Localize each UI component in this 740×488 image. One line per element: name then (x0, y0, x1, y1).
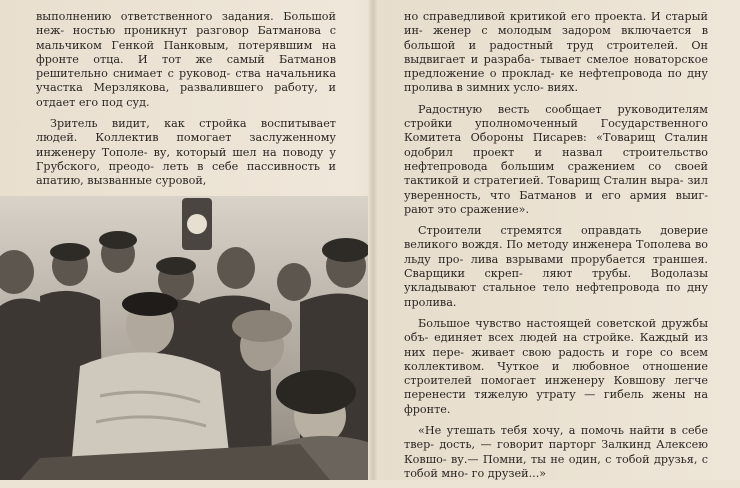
film-still-illustration (0, 196, 368, 480)
right-paragraph-5: «Не утешать тебя хочу, а помочь найти в себе твер- дость, — говорит парторг Залкинд Алексею Ковшо- ву.— Помни, ты не один, с тобой друзья, с тобой мно- го друзей...» (404, 424, 708, 480)
film-still-photo (0, 196, 368, 480)
left-paragraph-1: выполнению ответственного задания. Большой неж- ностью проникнут разговор Батманова с мальчиком Генкой Панковым, потерявшим на фронте отца. И тот же самый Батманов решительно снимает с руковод- ства начальника участка Мерзлякова, развалившего работу, и отдает его под суд. (36, 10, 336, 109)
left-paragraph-2: Зритель видит, как стройка воспитывает людей. Коллектив помогает заслуженному инженеру Тополе- ву, который шел на поводу у Грубского, преодо- леть в себе пассивность и апатию, вызванные суровой, (36, 117, 336, 188)
right-paragraph-4: Большое чувство настоящей советской дружбы объ- единяет всех людей на стройке. Каждый из них пере- живает свою радость и горе со всем коллективом. Чуткое и любовное отношение строителей помогает инженеру Ковшову легче перенести тяжелую утрату — гибель жены на фронте. (404, 316, 708, 416)
right-paragraph-2: Радостную весть сообщает руководителям стройки уполномоченный Государственного Комитета Обороны Писарев: «Товарищ Сталин одобрил проект и назвал строительство нефтепровода большим сражением со своей тактикой и стратегией. Товарищ Сталин выра- зил уверенность, что Батманов и его армия выиг- рают это сражение». (404, 102, 708, 216)
right-paragraph-3: Строители стремятся оправдать доверие великого вождя. По методу инженера Тополева во льду про- лива взрывами прорубается траншея. Сварщики скреп- ляют трубы. Водолазы укладывают стальное тело нефтепровода по дну пролива. (404, 224, 708, 309)
right-text-column (404, 10, 708, 488)
left-text-column (36, 10, 336, 196)
right-paragraph-1: но справедливой критикой его проекта. И старый ин- женер с молодым задором включается в большой и радостный труд строителей. Он выдвигает и разраба- тывает смелое новаторское предложение о проклад- ке нефтепровода по дну пролива в зимних усло- виях. (404, 10, 708, 95)
book-spine (368, 0, 378, 480)
